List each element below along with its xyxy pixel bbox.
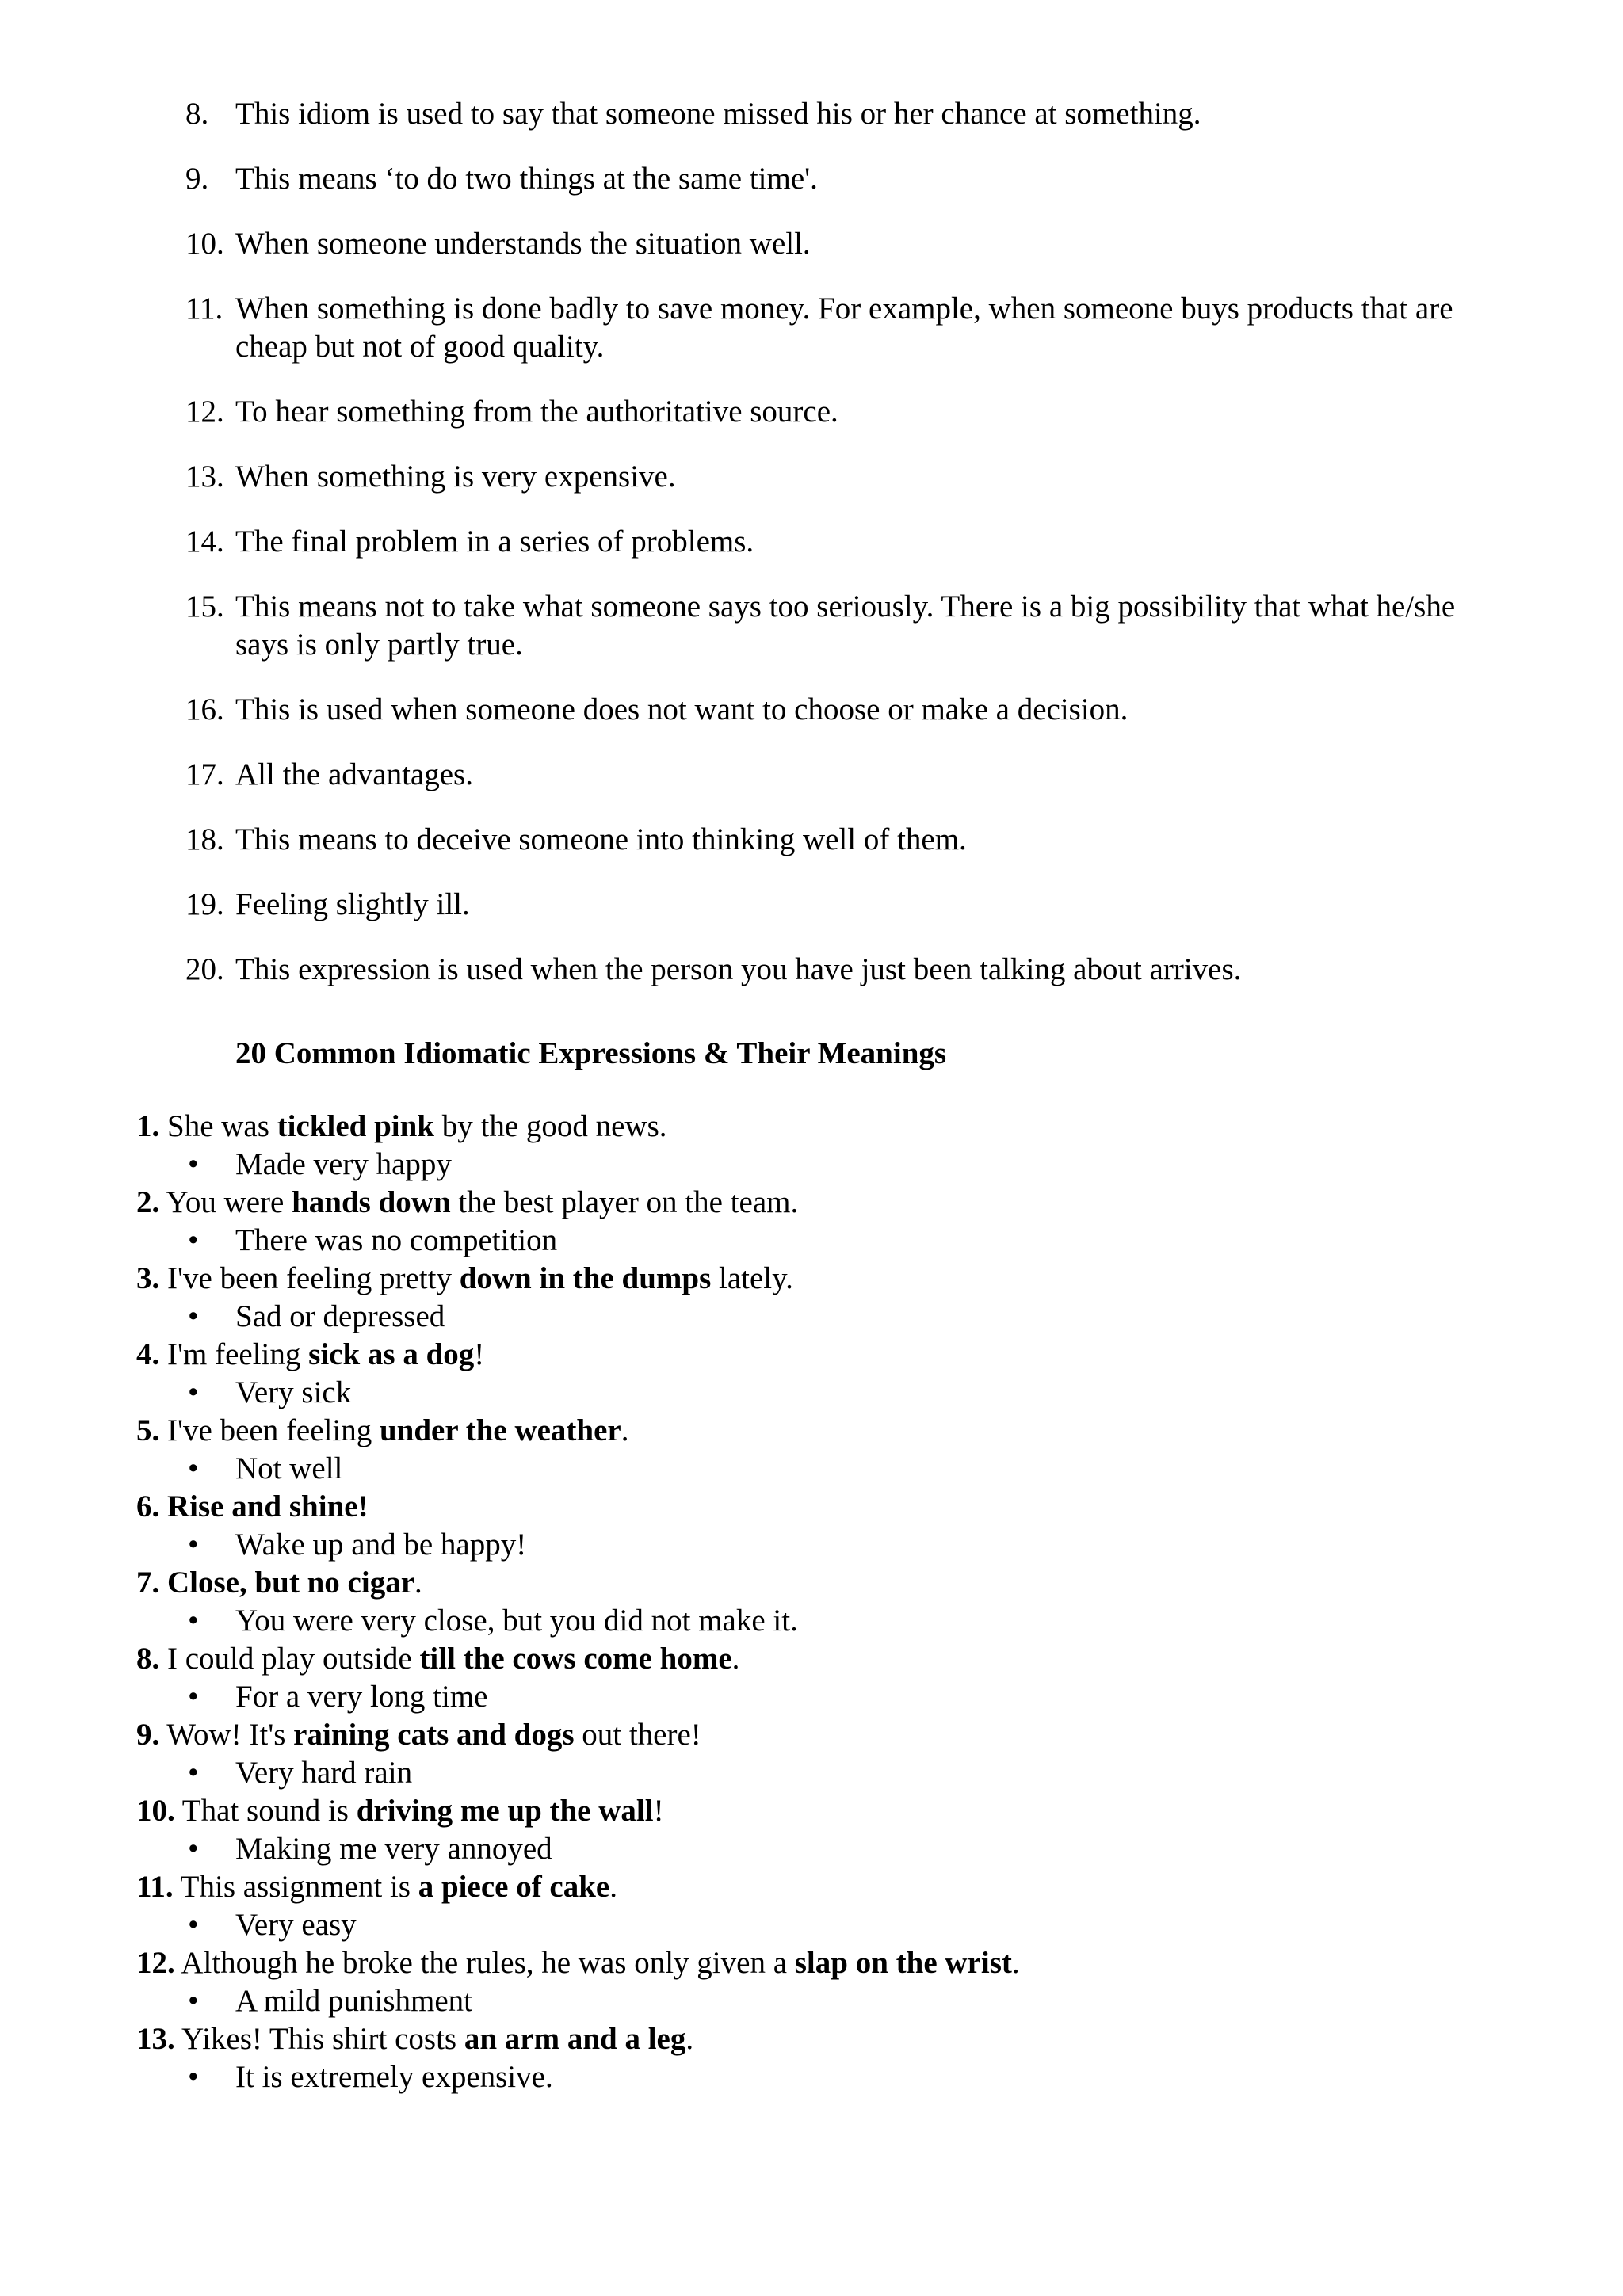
idiom-meaning [188, 1298, 1623, 1336]
idiom-sentence [136, 1792, 1623, 1830]
idiom-number: 1. [136, 1109, 160, 1143]
definition-item [0, 160, 1623, 198]
definition-number: 19. [185, 887, 224, 921]
idiom-entry [0, 1412, 1623, 1488]
definition-item [0, 588, 1623, 664]
idiom-meaning [188, 1982, 1623, 2020]
definition-number: 11. [185, 292, 223, 326]
sentence-post: ! [474, 1337, 485, 1371]
idiom-entry [0, 2020, 1623, 2096]
idiom-sentence [136, 1488, 1623, 1526]
definition-number: 9. [185, 162, 209, 196]
idiom-sentence [136, 1336, 1623, 1374]
idiom-meaning [188, 1374, 1623, 1412]
definition-number: 10. [185, 227, 224, 261]
idiom-meaning [188, 1222, 1623, 1260]
idiom-meaning [188, 1678, 1623, 1716]
definition-number: 12. [185, 395, 224, 429]
definition-item [0, 95, 1623, 133]
bullet-icon: • [188, 1756, 199, 1790]
meaning-text: There was no competition [235, 1223, 558, 1257]
definition-text: When something is done badly to save money. For example, when someone buys products that are cheap but not of good quality. [235, 292, 1453, 364]
idiom-number: 3. [136, 1261, 160, 1295]
meaning-text: It is extremely expensive. [235, 2060, 553, 2094]
idiom-phrase: raining cats and dogs [293, 1718, 575, 1752]
idiom-entry [0, 1944, 1623, 2020]
definition-text: The final problem in a series of problems. [235, 524, 754, 559]
idiom-sentence [136, 1108, 1623, 1146]
sentence-post: . [685, 2022, 694, 2056]
idiom-number: 13. [136, 2022, 175, 2056]
idiom-phrase: a piece of cake [418, 1870, 610, 1904]
bullet-icon: • [188, 1604, 199, 1638]
definitions-list [0, 95, 1623, 1016]
definition-item [0, 756, 1623, 794]
sentence-post: out there! [574, 1718, 701, 1752]
idiom-entry [0, 1488, 1623, 1564]
definition-item [0, 691, 1623, 729]
bullet-icon: • [188, 1299, 199, 1333]
idiom-phrase: under the weather [379, 1413, 621, 1447]
sentence-pre: I've been feeling [159, 1413, 380, 1447]
idiom-number: 7. [136, 1566, 160, 1600]
definition-item [0, 225, 1623, 263]
definition-text: All the advantages. [235, 757, 473, 791]
meaning-text: Very sick [235, 1375, 352, 1409]
sentence-post: the best player on the team. [450, 1185, 799, 1219]
idiom-sentence [136, 1564, 1623, 1602]
idiom-entry [0, 1260, 1623, 1336]
definition-item [0, 393, 1623, 431]
sentence-pre: Although he broke the rules, he was only given a [174, 1946, 795, 1980]
idiom-number: 10. [136, 1794, 175, 1828]
definition-text: This means ‘to do two things at the same time'. [235, 162, 818, 196]
idiom-entry [0, 1868, 1623, 1944]
idiom-phrase: an arm and a leg [464, 2022, 686, 2056]
bullet-icon: • [188, 1375, 199, 1409]
idiom-meaning [188, 2058, 1623, 2096]
idiom-entry [0, 1108, 1623, 1184]
idiom-number: 11. [136, 1870, 174, 1904]
idiom-sentence [136, 1716, 1623, 1754]
definition-item [0, 886, 1623, 924]
definition-number: 17. [185, 757, 224, 791]
sentence-pre: You were [159, 1185, 292, 1219]
meaning-text: Wake up and be happy! [235, 1527, 527, 1562]
sentence-pre: I could play outside [159, 1642, 420, 1676]
bullet-icon: • [188, 1680, 199, 1714]
idiom-number: 5. [136, 1413, 160, 1447]
bullet-icon: • [188, 1223, 199, 1257]
bullet-icon: • [188, 1908, 199, 1942]
sentence-post: . [414, 1566, 422, 1600]
idiom-phrase: driving me up the wall [356, 1794, 654, 1828]
meaning-text: Very hard rain [235, 1756, 413, 1790]
idiom-sentence [136, 2020, 1623, 2058]
definition-text: This expression is used when the person you have just been talking about arrives. [235, 952, 1242, 986]
definition-text: When someone understands the situation well. [235, 227, 811, 261]
idiom-number: 6. [136, 1489, 160, 1524]
idiom-number: 8. [136, 1642, 160, 1676]
sentence-post: . [1011, 1946, 1020, 1980]
definition-item [0, 458, 1623, 496]
bullet-icon: • [188, 1527, 199, 1562]
meaning-text: You were very close, but you did not make it. [235, 1604, 798, 1638]
meaning-text: Sad or depressed [235, 1299, 445, 1333]
bullet-icon: • [188, 1451, 199, 1486]
sentence-pre: Yikes! This shirt costs [174, 2022, 464, 2056]
definition-item [0, 951, 1623, 989]
idiom-meaning [188, 1906, 1623, 1944]
sentence-post: by the good news. [433, 1109, 667, 1143]
idiom-phrase: down in the dumps [459, 1261, 712, 1295]
idiom-phrase: Rise and shine! [167, 1489, 369, 1524]
sentence-post: ! [653, 1794, 664, 1828]
section-heading: 20 Common Idiomatic Expressions & Their Meanings [235, 1036, 947, 1070]
definition-item [0, 821, 1623, 859]
idiom-sentence [136, 1868, 1623, 1906]
definition-text: This is used when someone does not want to choose or make a decision. [235, 692, 1128, 727]
bullet-icon: • [188, 2060, 199, 2094]
definition-number: 20. [185, 952, 224, 986]
definition-text: This idiom is used to say that someone missed his or her chance at something. [235, 97, 1201, 131]
definition-number: 18. [185, 822, 224, 856]
idiom-sentence [136, 1640, 1623, 1678]
definition-number: 15. [185, 589, 224, 624]
idiom-phrase: tickled pink [277, 1109, 434, 1143]
definition-item [0, 523, 1623, 561]
idiom-meaning [188, 1450, 1623, 1488]
idiom-phrase: hands down [292, 1185, 451, 1219]
definition-number: 16. [185, 692, 224, 727]
definition-item [0, 290, 1623, 366]
meaning-text: A mild punishment [235, 1984, 473, 2018]
sentence-post: . [609, 1870, 617, 1904]
idiom-entry [0, 1336, 1623, 1412]
idiom-entry [0, 1716, 1623, 1792]
idiom-number: 12. [136, 1946, 175, 1980]
sentence-pre: I'm feeling [159, 1337, 309, 1371]
idiom-phrase: slap on the wrist [794, 1946, 1012, 1980]
definition-text: This means to deceive someone into thinking well of them. [235, 822, 967, 856]
idiom-sentence [136, 1944, 1623, 1982]
sentence-pre [159, 1489, 167, 1524]
sentence-post: . [621, 1413, 629, 1447]
idiom-meaning [188, 1526, 1623, 1564]
idiom-meaning [188, 1602, 1623, 1640]
sentence-pre: I've been feeling pretty [159, 1261, 460, 1295]
definition-text: Feeling slightly ill. [235, 887, 470, 921]
meaning-text: Not well [235, 1451, 343, 1486]
definition-text: This means not to take what someone says too seriously. There is a big possibility that what he/she says is only partly true. [235, 589, 1456, 662]
idiom-meaning [188, 1146, 1623, 1184]
meaning-text: For a very long time [235, 1680, 488, 1714]
definition-text: When something is very expensive. [235, 460, 676, 494]
idiom-sentence [136, 1184, 1623, 1222]
idiom-phrase: Close, but no cigar [167, 1566, 414, 1600]
meaning-text: Very easy [235, 1908, 357, 1942]
idiom-number: 4. [136, 1337, 160, 1371]
definition-number: 14. [185, 524, 224, 559]
bullet-icon: • [188, 1832, 199, 1866]
definition-text: To hear something from the authoritative source. [235, 395, 838, 429]
idiom-phrase: till the cows come home [419, 1642, 732, 1676]
sentence-post: . [731, 1642, 740, 1676]
idiom-number: 2. [136, 1185, 160, 1219]
idiom-entry [0, 1184, 1623, 1260]
idiom-entry [0, 1564, 1623, 1640]
idiom-sentence [136, 1412, 1623, 1450]
sentence-pre: She was [159, 1109, 277, 1143]
idiom-entry [0, 1640, 1623, 1716]
definition-number: 8. [185, 97, 209, 131]
idiom-meaning [188, 1754, 1623, 1792]
sentence-pre: This assignment is [173, 1870, 418, 1904]
sentence-pre [159, 1566, 167, 1600]
idiom-entry [0, 1792, 1623, 1868]
bullet-icon: • [188, 1984, 199, 2018]
sentence-pre: Wow! It's [159, 1718, 294, 1752]
meaning-text: Made very happy [235, 1147, 452, 1181]
sentence-post: lately. [711, 1261, 793, 1295]
idiom-number: 9. [136, 1718, 160, 1752]
idiom-phrase: sick as a dog [308, 1337, 475, 1371]
idiom-meaning [188, 1830, 1623, 1868]
meaning-text: Making me very annoyed [235, 1832, 552, 1866]
idioms-list [0, 1108, 1623, 2096]
bullet-icon: • [188, 1147, 199, 1181]
idiom-sentence [136, 1260, 1623, 1298]
definition-number: 13. [185, 460, 224, 494]
sentence-pre: That sound is [174, 1794, 357, 1828]
